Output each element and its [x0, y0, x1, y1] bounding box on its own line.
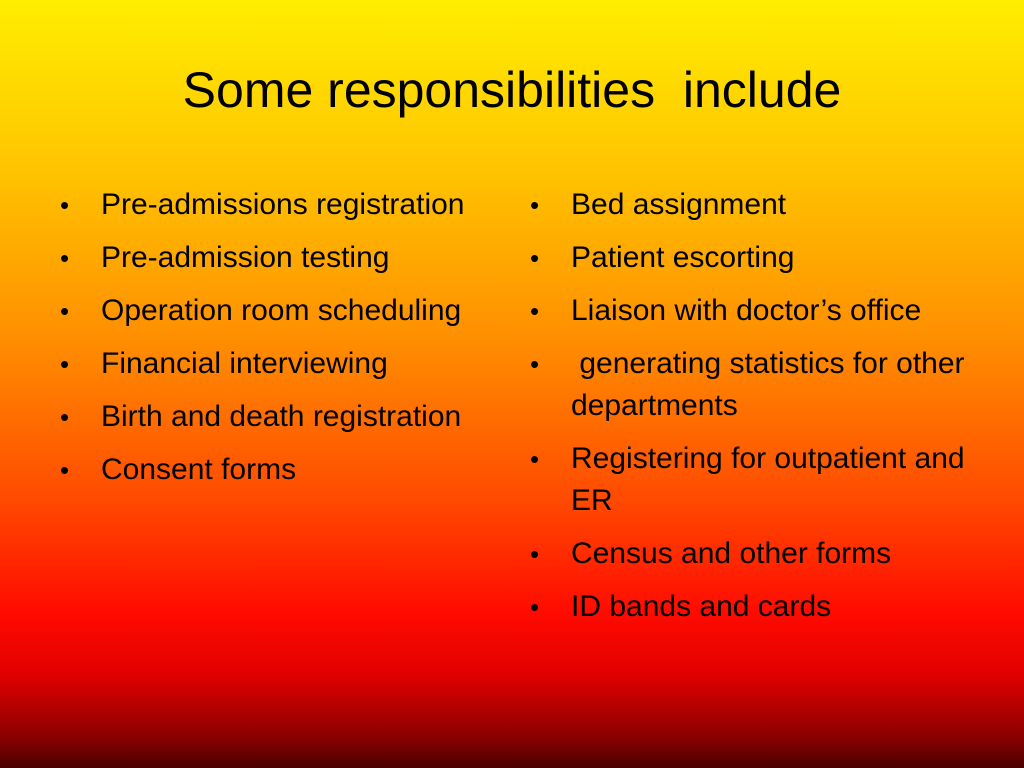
list-item — [56, 396, 466, 438]
list-item — [526, 237, 976, 279]
bullet-icon: • — [60, 455, 70, 485]
list-item-text: Registering for outpatient and ER — [571, 442, 973, 517]
bullet-icon: • — [60, 243, 70, 273]
list-item-text: Consent forms — [101, 453, 297, 486]
list-item-text: Pre-admission testing — [101, 241, 390, 274]
list-item — [56, 184, 466, 226]
bullet-icon: • — [60, 296, 70, 326]
bullet-icon: • — [530, 349, 540, 379]
bullet-icon: • — [60, 190, 70, 220]
bullet-icon: • — [530, 592, 540, 622]
list-item — [526, 184, 976, 226]
right-bullet-list — [526, 184, 976, 639]
list-item-text: Financial interviewing — [101, 347, 388, 380]
list-item-text: generating statistics for other departments — [571, 347, 973, 422]
bullet-icon: • — [530, 190, 540, 220]
list-item-text: Operation room scheduling — [101, 294, 462, 327]
left-bullet-list — [56, 184, 466, 502]
list-item — [56, 290, 466, 332]
list-item — [56, 343, 466, 385]
list-item — [526, 343, 976, 427]
list-item — [56, 237, 466, 279]
list-item — [526, 290, 976, 332]
bullet-icon: • — [530, 243, 540, 273]
bullet-icon: • — [530, 539, 540, 569]
list-item-text: Bed assignment — [571, 188, 787, 221]
list-item-text: Liaison with doctor’s office — [571, 294, 922, 327]
list-item — [56, 449, 466, 491]
list-item-text: Census and other forms — [571, 537, 892, 570]
slide-title: Some responsibilities include — [182, 62, 842, 118]
bullet-icon: • — [530, 444, 540, 474]
bullet-icon: • — [60, 402, 70, 432]
list-item — [526, 586, 976, 628]
list-item-text: Birth and death registration — [101, 400, 462, 433]
bullet-icon: • — [530, 296, 540, 326]
list-item-text: Pre-admissions registration — [101, 188, 465, 221]
bullet-icon: • — [60, 349, 70, 379]
list-item — [526, 438, 976, 522]
list-item — [526, 533, 976, 575]
list-item-text: Patient escorting — [571, 241, 795, 274]
list-item-text: ID bands and cards — [571, 590, 832, 623]
